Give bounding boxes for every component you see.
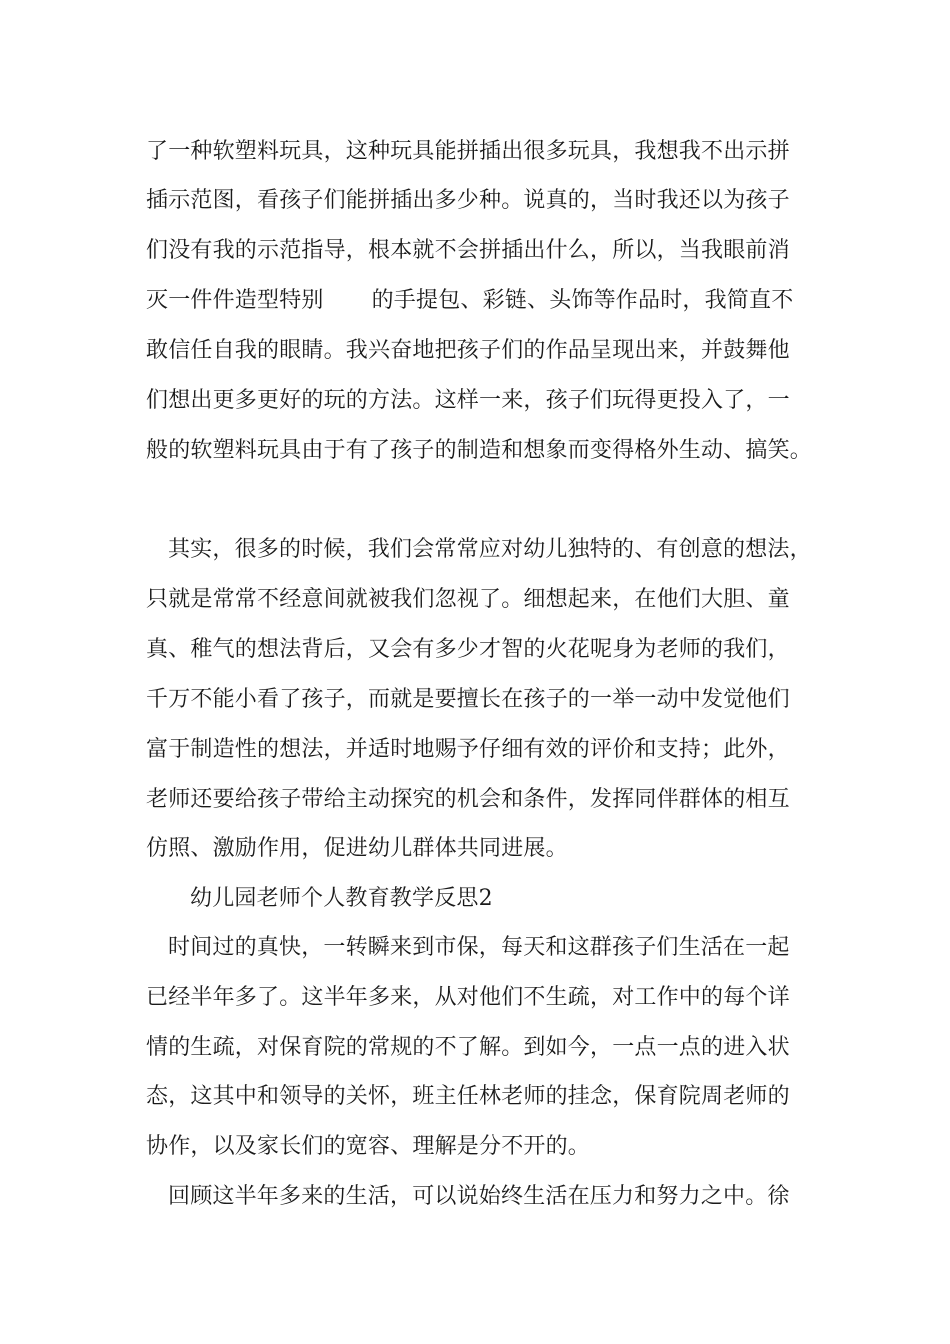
paragraph-line-split — [146, 287, 793, 315]
paragraph-line: 富于制造性的想法，并适时地赐予仔细有效的评价和支持；此外， — [146, 737, 790, 762]
paragraph-line: 其实，很多的时候，我们会常常应对幼儿独特的、有创意的想法， — [168, 537, 812, 562]
paragraph-line: 般的软塑料玩具由于有了孩子的制造和想象而变得格外生动、搞笑。 — [146, 438, 813, 463]
line-segment: 灭一件件造型特别 — [146, 288, 324, 313]
paragraph-line: 了一种软塑料玩具，这种玩具能拼插出很多玩具，我想我不出示拼 — [146, 139, 790, 164]
paragraph-line: 只就是常常不经意间就被我们忽视了。细想起来，在他们大胆、童 — [146, 587, 790, 612]
line-segment: 的手提包、彩链、头饰等作品时，我简直不 — [371, 288, 794, 313]
paragraph-line: 协作，以及家长们的宽容、理解是分不开的。 — [146, 1134, 591, 1159]
paragraph-line: 仿照、激励作用，促进幼儿群体共同进展。 — [146, 836, 568, 861]
paragraph-line: 老师还要给孩子带给主动探究的机会和条件，发挥同伴群体的相互 — [146, 787, 790, 812]
paragraph-line: 真、稚气的想法背后，又会有多少才智的火花呢身为老师的我们， — [146, 637, 790, 662]
paragraph-line: 时间过的真快，一转瞬来到市保，每天和这群孩子们生活在一起 — [168, 935, 790, 960]
paragraph-line: 们没有我的示范指导，根本就不会拼插出什么，所以，当我眼前消 — [146, 238, 790, 263]
paragraph-line: 插示范图，看孩子们能拼插出多少种。说真的，当时我还以为孩子 — [146, 188, 790, 213]
paragraph-line: 敢信任自我的眼睛。我兴奋地把孩子们的作品呈现出来，并鼓舞他 — [146, 338, 790, 363]
paragraph-line: 情的生疏，对保育院的常规的不了解。到如今，一点一点的进入状 — [146, 1035, 790, 1060]
paragraph-line: 已经半年多了。这半年多来，从对他们不生疏，对工作中的每个详 — [146, 985, 790, 1010]
paragraph-line: 回顾这半年多来的生活，可以说始终生活在压力和努力之中。徐 — [168, 1184, 790, 1209]
paragraph-line: 们想出更多更好的玩的方法。这样一来，孩子们玩得更投入了，一 — [146, 388, 790, 413]
paragraph-line: 态，这其中和领导的关怀，班主任林老师的挂念，保育院周老师的 — [146, 1084, 790, 1109]
paragraph-line: 千万不能小看了孩子，而就是要擅长在孩子的一举一动中发觉他们 — [146, 687, 790, 712]
section-heading: 幼儿园老师个人教育教学反思2 — [190, 886, 493, 911]
